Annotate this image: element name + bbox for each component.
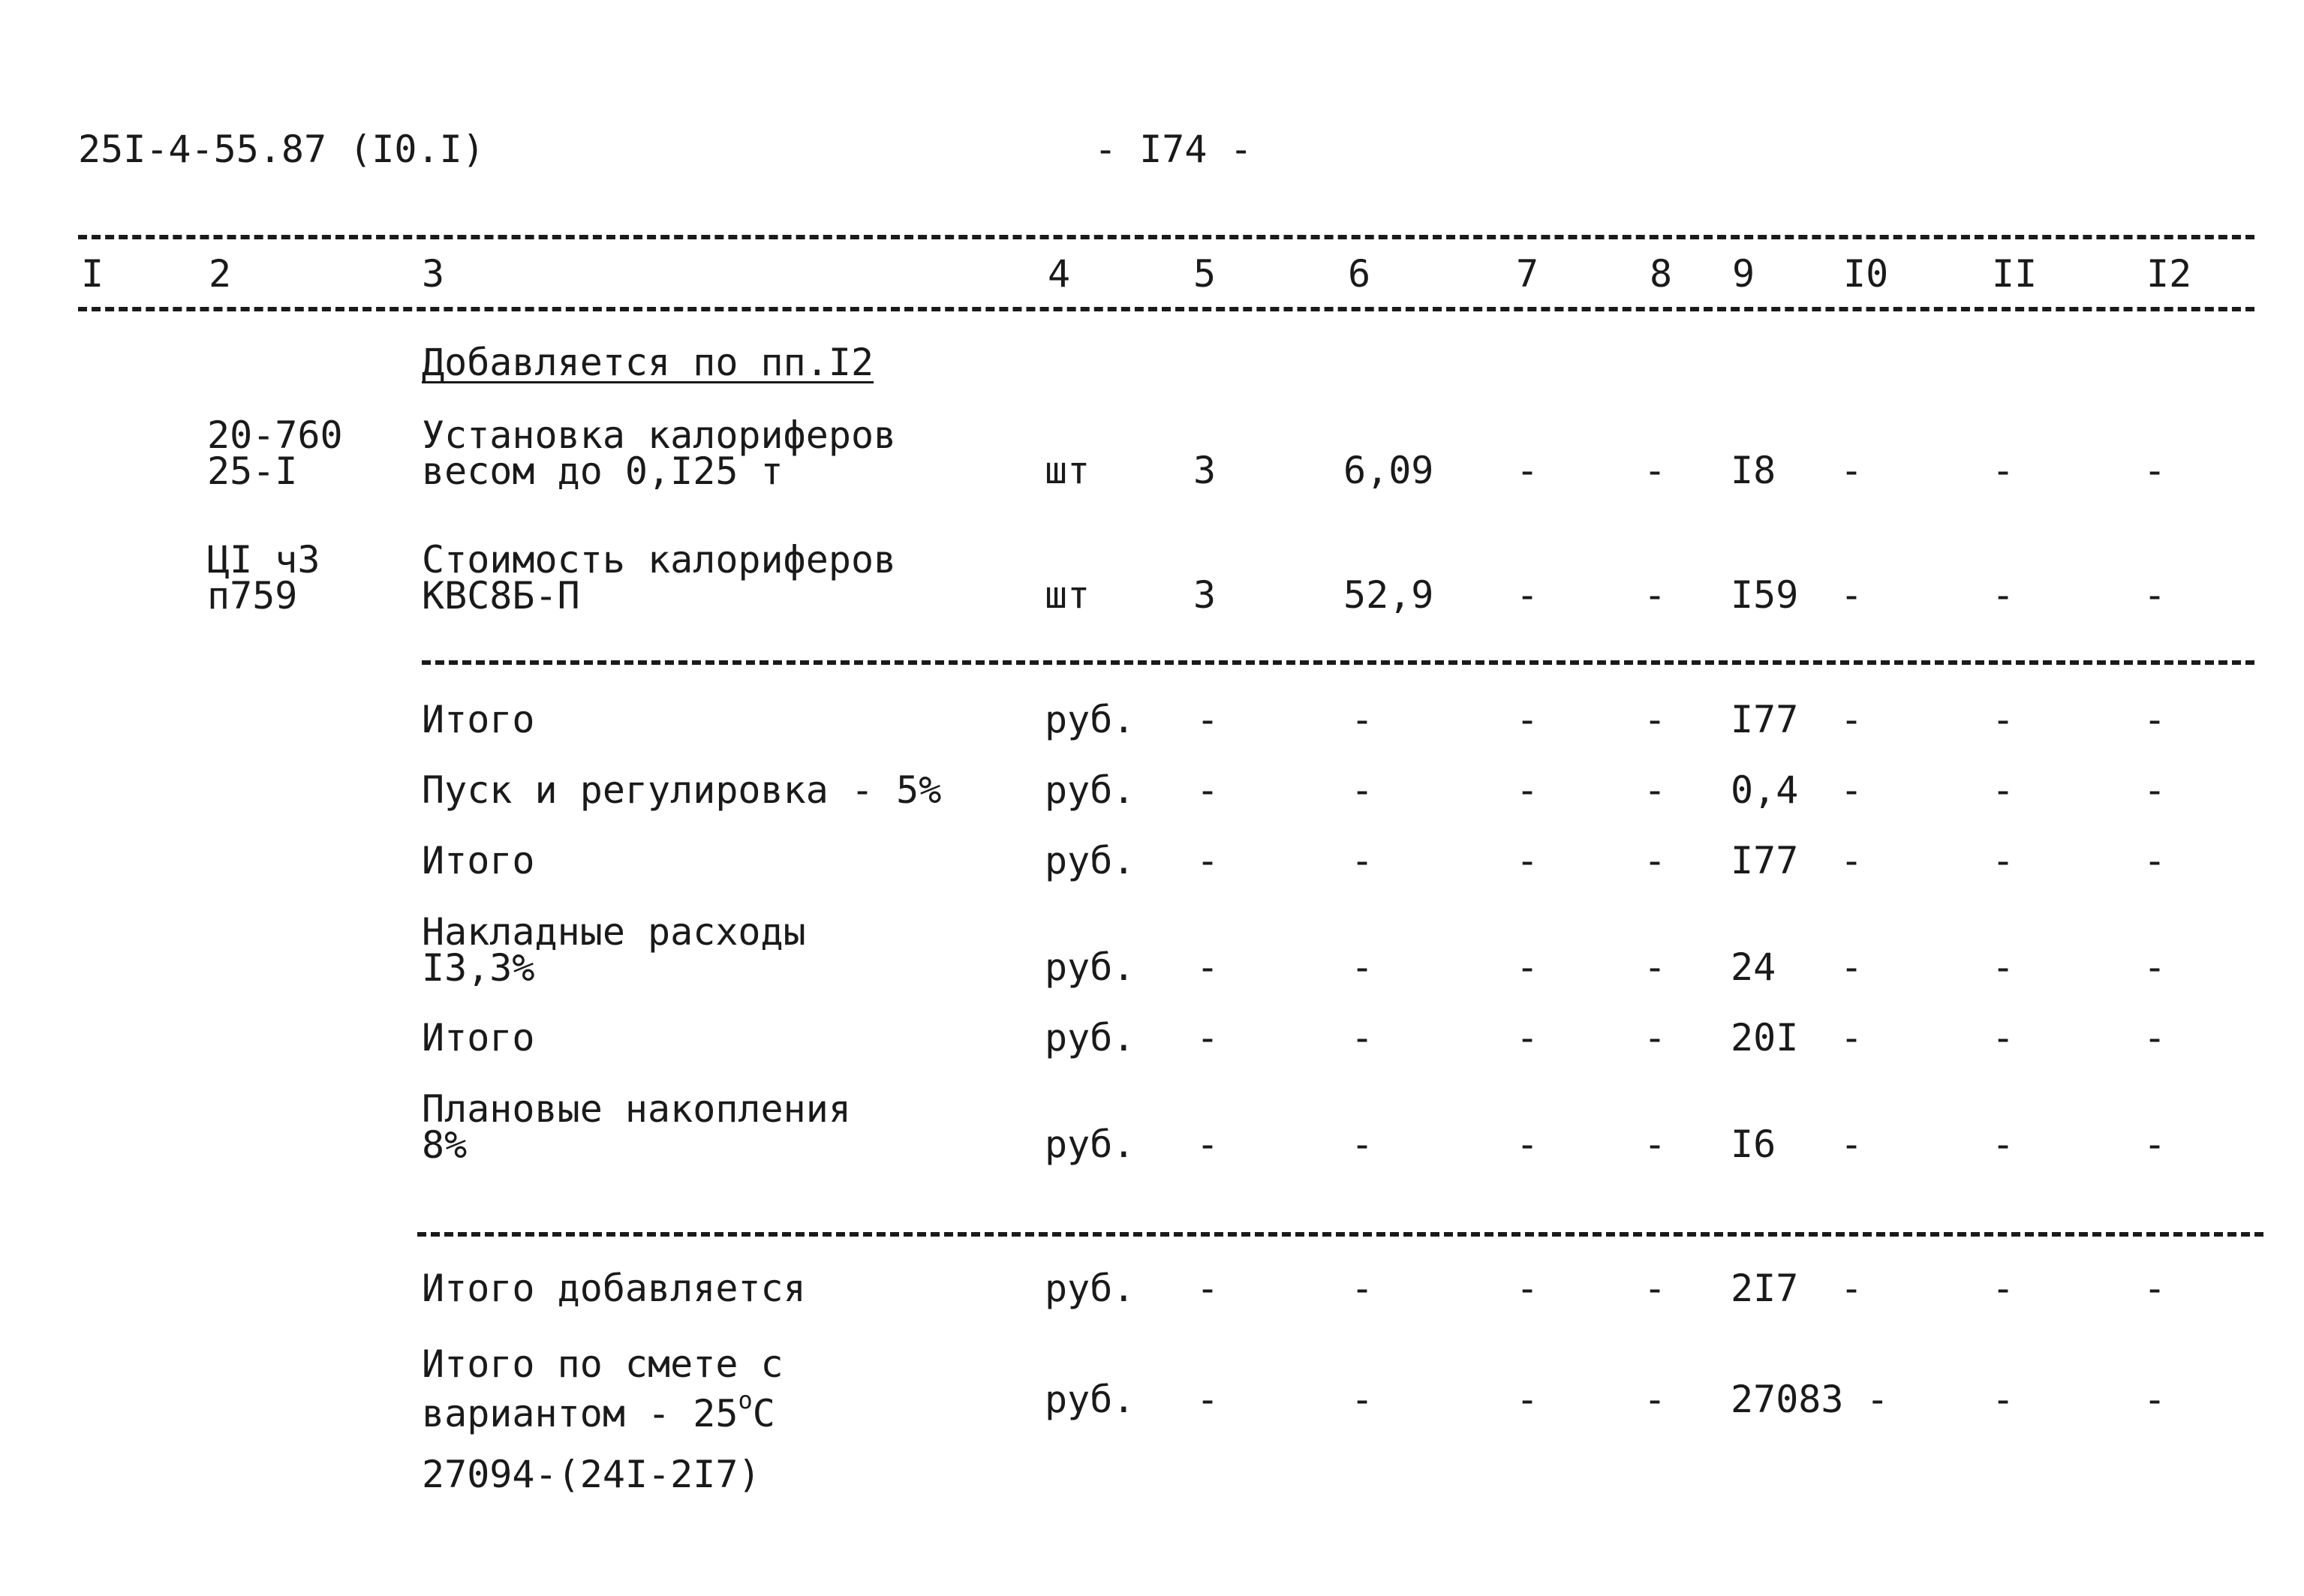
column-header: 8 [1650,252,1673,296]
cell-c6: - [1351,1016,1374,1059]
cell-unit: шт [1045,449,1090,492]
cell-total: I6 [1731,1123,1776,1166]
cell-unit: шт [1045,573,1090,617]
cell-c7: - [1516,1378,1539,1421]
cell-c11: - [1992,1378,2015,1421]
total-label: Итого [422,698,535,741]
total-label-line: 8% [422,1123,468,1167]
cell-total: 0,4 [1731,768,1799,812]
total-label: Пуск и регулировка - 5% [422,768,942,812]
cell-c12: - [2143,1123,2167,1166]
subtotal-rule [422,660,2254,665]
cell-c7: - [1516,1123,1539,1166]
cell-c12: - [2143,1016,2167,1059]
cell-c11: - [1992,1016,2015,1059]
cell-c11: - [1992,945,2015,989]
cell-c12: - [2143,1267,2167,1310]
cell-c7: - [1516,573,1539,617]
cell-c5: - [1196,839,1220,882]
cell-c6: - [1351,839,1374,882]
cell-c5: - [1196,1378,1220,1421]
cell-c10: - [1840,839,1863,882]
column-header: 9 [1732,252,1755,296]
cell-c5: - [1196,1123,1220,1166]
section-title: Добавляется по пп.I2 [422,341,874,384]
column-header: 5 [1193,252,1217,296]
cell-c10: - [1840,1123,1863,1166]
cell-c6: - [1351,698,1374,741]
cell-c8: - [1644,1267,1667,1310]
column-header: I [81,252,104,296]
item-code [207,538,320,618]
cell-c6: - [1351,1123,1374,1166]
cell-price: 6,09 [1343,449,1434,492]
degree-sign: o [738,1386,753,1414]
cell-c12: - [2143,449,2167,492]
cell-unit: руб. [1045,768,1135,812]
item-code-line: ЦI ч3 [207,538,320,582]
item-code-line: п759 [207,574,298,618]
cell-unit: руб. [1045,1378,1135,1421]
cell-c12: - [2143,768,2167,812]
cell-c12: - [2143,573,2167,617]
total-label-line: I3,3% [422,946,535,990]
estimate-total-line: вариантом - 25 [422,1392,738,1435]
cell-total: I8 [1731,449,1776,492]
cell-c11: - [1992,449,2015,492]
cell-c8: - [1644,449,1667,492]
cell-c8: - [1644,1123,1667,1166]
item-name-line: Установка калориферов [422,413,897,457]
column-header-bottom-rule [78,307,2254,311]
page-number: - I74 - [1094,128,1253,171]
cell-total: 27083 - [1731,1378,1889,1421]
cell-unit: руб. [1045,1123,1135,1166]
cell-c10: - [1840,1267,1863,1310]
cell-c8: - [1644,945,1667,989]
item-code-line: 20-760 [207,413,343,457]
total-label-line: Накладные расходы [422,910,806,954]
cell-c7: - [1516,839,1539,882]
item-code [207,413,343,493]
cell-c8: - [1644,1378,1667,1421]
cell-c11: - [1992,839,2015,882]
cell-c11: - [1992,1267,2015,1310]
cell-c10: - [1840,945,1863,989]
cell-c11: - [1992,698,2015,741]
column-header: 4 [1048,252,1071,296]
cell-c12: - [2143,839,2167,882]
cell-c12: - [2143,945,2167,989]
cell-c7: - [1516,768,1539,812]
cell-total: 2I7 [1731,1267,1799,1310]
grand-total-label: Итого добавляется [422,1267,806,1310]
cell-c7: - [1516,945,1539,989]
cell-c7: - [1516,698,1539,741]
item-name-line: Стоимость калориферов [422,538,897,582]
cell-total: I77 [1731,839,1799,882]
total-label [422,1087,851,1167]
cell-c10: - [1840,698,1863,741]
cell-unit: руб. [1045,698,1135,741]
item-name-line: весом до 0,I25 т [422,449,784,493]
cell-c6: - [1351,1267,1374,1310]
cell-c5: - [1196,1267,1220,1310]
estimate-total-label [422,1342,784,1435]
cell-unit: руб. [1045,1016,1135,1059]
cell-quantity: 3 [1193,449,1217,492]
total-label [422,910,806,990]
cell-c10: - [1840,449,1863,492]
cell-c7: - [1516,1267,1539,1310]
cell-c12: - [2143,698,2167,741]
cell-total: 24 [1731,945,1776,989]
column-header: I2 [2146,252,2192,296]
cell-c11: - [1992,768,2015,812]
cell-c5: - [1196,1016,1220,1059]
cell-c5: - [1196,698,1220,741]
celsius-unit: С [752,1392,775,1435]
cell-c5: - [1196,945,1220,989]
document-code: 25I-4-55.87 (I0.I) [78,128,485,171]
cell-c6: - [1351,768,1374,812]
cell-unit: руб. [1045,839,1135,882]
total-label: Итого [422,839,535,882]
cell-quantity: 3 [1193,573,1217,617]
final-rule [417,1232,2263,1237]
cell-c6: - [1351,945,1374,989]
column-header: 6 [1348,252,1371,296]
column-header: 3 [422,252,445,296]
cell-c10: - [1840,1016,1863,1059]
calculation-note: 27094-(24I-2I7) [422,1453,761,1496]
cell-c12: - [2143,1378,2167,1421]
cell-total: I59 [1731,573,1799,617]
item-name [422,413,897,493]
cell-c8: - [1644,698,1667,741]
cell-c11: - [1992,1123,2015,1166]
column-header: 7 [1516,252,1539,296]
cell-c11: - [1992,573,2015,617]
cell-unit: руб. [1045,945,1135,989]
cell-c8: - [1644,1016,1667,1059]
cell-total: 20I [1731,1016,1799,1059]
total-label: Итого [422,1016,535,1059]
cell-price: 52,9 [1343,573,1434,617]
cell-c5: - [1196,768,1220,812]
column-header: II [1992,252,2038,296]
cell-c7: - [1516,449,1539,492]
cell-c7: - [1516,1016,1539,1059]
estimate-total-line: Итого по смете с [422,1342,784,1386]
cell-c10: - [1840,573,1863,617]
cell-total: I77 [1731,698,1799,741]
cell-c8: - [1644,839,1667,882]
cell-c6: - [1351,1378,1374,1421]
column-header: I0 [1843,252,1889,296]
table-top-rule [78,235,2254,239]
cell-unit: руб. [1045,1267,1135,1310]
cell-c10: - [1840,768,1863,812]
cell-c8: - [1644,768,1667,812]
item-name-line: КВС8Б-П [422,574,580,618]
item-name [422,538,897,618]
column-header: 2 [209,252,232,296]
total-label-line: Плановые накопления [422,1087,851,1131]
item-code-line: 25-I [207,449,298,493]
cell-c8: - [1644,573,1667,617]
